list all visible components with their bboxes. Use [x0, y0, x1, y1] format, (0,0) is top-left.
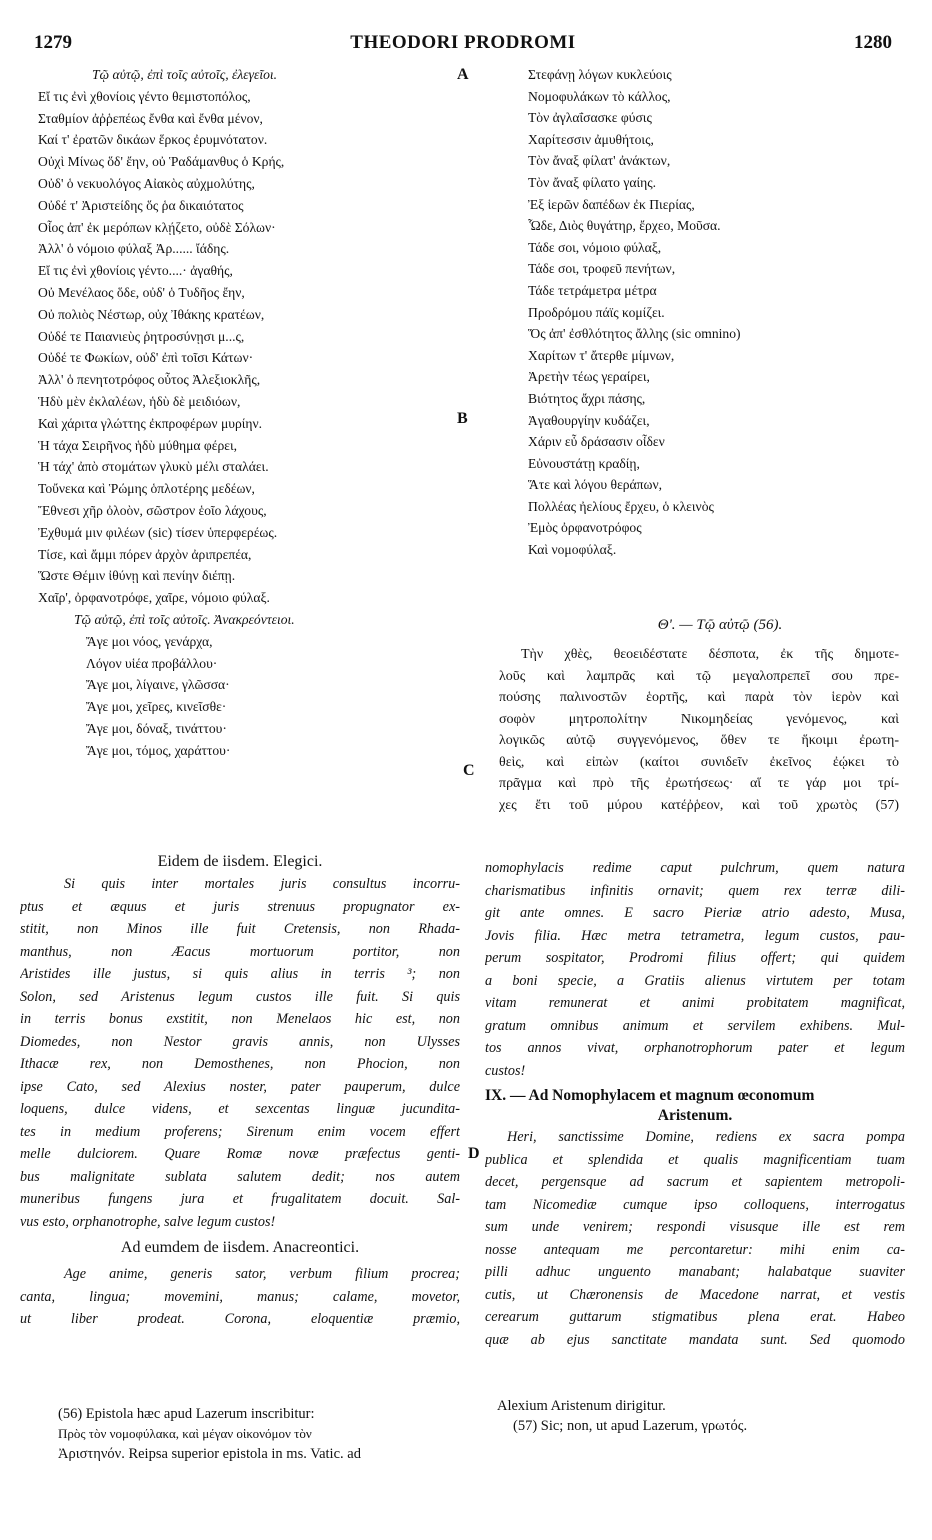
greek-verse-line: Οὐχὶ Μίνως ὅδ' ἔην, οὐ Ῥαδάμανθυς ὁ Κρής, — [38, 154, 285, 170]
greek-verse-line: Εἴ τις ἐνὶ χθονίοις γέντο....· ἀγαθής, — [38, 263, 233, 279]
greek-verse-line: Τάδε σοι, τροφεῦ πενήτων, — [528, 261, 676, 277]
greek-heading-elegiac: Τῷ αὐτῷ, ἐπὶ τοῖς αὐτοῖς, ἐλεγεῖοι. — [92, 67, 278, 82]
greek-verse-line: Ἅτε καὶ λόγου θεράπων, — [528, 477, 663, 493]
greek-verse-line: Ἡ τάχα Σειρῆνος ἡδὺ μύθημα φέρει, — [38, 437, 238, 453]
latin-line: custos! — [485, 1062, 526, 1079]
greek-prose-line: πρᾶγμα καὶ πρὸ τῆς ἐρωτήσεως· αἵ τε γάρ μοι τρί- — [499, 776, 899, 791]
greek-prose-line: λοῦς καὶ λαμπρᾶς καὶ τῷ μεγαλοπρεπεῖ σου πρε- — [499, 668, 899, 684]
greek-verse-line: Χαρίτων τ' ἄτερθε μίμνων, — [528, 347, 675, 363]
greek-verse-line: Λόγον υἱέα προβάλλου· — [86, 655, 218, 671]
latin-line: Diomedes, non Nestor gravis annis, non Ulysses — [20, 1033, 460, 1050]
greek-verse-line: Ἀλλ' ὁ νόμοιο φύλαξ Ἀρ...... ἴάδης. — [38, 241, 230, 257]
latin-line: ptus et æquus et juris strenuus propugnator ex- — [20, 898, 460, 915]
latin-title-letter-line1: IX. — Ad Nomophylacem et magnum œconomum — [485, 1087, 815, 1104]
right-latin-column — [485, 857, 905, 1351]
greek-verse-line: Ἡδὺ μὲν ἐκλαλέων, ἡδὺ δὲ μειδιόων, — [38, 393, 241, 409]
margin-marker-c: C — [463, 762, 475, 779]
footnote-line: Ἀριστηνόν. Reipsa superior epistola in ms. Vatic. ad — [58, 1446, 361, 1462]
footnotes-right — [497, 1396, 897, 1436]
latin-line: canta, lingua; movemini, manus; calame, movetor, — [20, 1288, 460, 1305]
latin-line: git ante omnes. E sacro Pieriæ atrio adesto, Musa, — [485, 905, 905, 921]
latin-line: tos annos vivat, orphanotrophorum pater et legum — [485, 1040, 905, 1056]
greek-verse-line: Καὶ νομοφύλαξ. — [528, 542, 617, 558]
latin-line: melle dulciorem. Quare Romæ novæ præfectus genti- — [20, 1146, 460, 1162]
greek-verse-line: Οὐδέ τ' Ἀριστείδης ὅς ῥα δικαιότατος — [38, 197, 244, 213]
latin-line: Age anime, generis sator, verbum filium procrea; — [64, 1266, 460, 1282]
greek-verse-line: Ἄγε μοι, λίγαινε, γλῶσσα· — [86, 677, 230, 693]
latin-line: Jovis filia. Hæc metra tetrametra, legum custos, pau- — [485, 927, 905, 944]
greek-verse-line: Χαῖρ', ὀρφανοτρόφε, χαῖρε, νόμοιο φύλαξ. — [38, 590, 270, 606]
greek-verse-line: Προδρόμου πάϊς κομίζει. — [528, 304, 665, 320]
greek-verse-line: Χαρίτεσσιν ἀμυθήτοις, — [528, 131, 654, 147]
greek-verse-line: Οὐδέ τε Παιανιεὺς ῥητροσύνῃσι μ...ς, — [38, 328, 245, 344]
latin-line: manthus, non Æacus mortuorum portitor, non — [20, 943, 460, 960]
latin-title-letter-line2: Aristenum. — [657, 1107, 733, 1124]
latin-line: tes in medium proferens; Sirenum enim vocem effert — [20, 1123, 460, 1140]
footnote-line: (57) Sic; non, ut apud Lazerum, γρωτός. — [513, 1418, 748, 1434]
latin-line: nosse antequam me percontaretur: mihi enim ca- — [485, 1241, 905, 1258]
greek-prose-line: χες ἔτι τοῦ μύρου κατέῤῥεον, καὶ τοῦ χρωτὸς (57) — [499, 797, 899, 813]
greek-verse-line: Τὸν ἄναξ φίλατ' ἀνάκτων, — [528, 153, 671, 169]
greek-verse-line: Ἄγε μοι, τόμος, χαράττου· — [86, 742, 231, 758]
running-title: THEODORI PRODROMI — [350, 32, 576, 53]
greek-verse-line: Οὐδέ τε Φωκίων, οὐδ' ἐπὶ τοῖσι Κάτων· — [38, 350, 254, 366]
latin-line: pilli adhuc unguento manabant; halabatque suaviter — [485, 1264, 905, 1280]
latin-line: loquens, dulce videns, et sexcentas linguæ jucundita- — [20, 1101, 460, 1117]
latin-line: sum unde venirem; respondi visusque ille est rem — [485, 1219, 905, 1235]
footnote-line: Πρὸς τὸν νομοφύλακα, καὶ μέγαν οἰκονόμον τὸν — [58, 1426, 312, 1441]
greek-verse-line: Ἐμὸς ὀρφανοτρόφος — [528, 520, 642, 536]
latin-line: decet, pergensque ad sacrum et sapientem metropoli- — [485, 1174, 905, 1190]
greek-verse-line: Οἷος ἀπ' ἐκ μερόπων κλῄζετο, οὐδὲ Σόλων· — [38, 219, 276, 235]
latin-line: ipse Cato, sed Alexius noster, pater pauperum, dulce — [20, 1078, 460, 1095]
footnote-line: Alexium Aristenum dirigitur. — [497, 1398, 666, 1414]
greek-verse-line: Στεφάνῃ λόγων κυκλεύοις — [528, 67, 672, 82]
greek-verse-line: Οὐδ' ὁ νεκυολόγος Αἰακὸς αὐχμολύτης, — [38, 175, 255, 191]
greek-verse-line: Ἡ τάχ' ἀπὸ στομάτων γλυκὺ μέλι σταλάει. — [38, 459, 269, 475]
latin-title-elegiac: Eidem de iisdem. Elegici. — [157, 853, 323, 870]
greek-verse-line: Ἄγε μοι νόος, γενάρχα, — [86, 633, 213, 649]
latin-line: cutis, ut Chæronensis de Macedone narrat, et vestis — [485, 1286, 905, 1303]
greek-heading-letter: Θ'. — Τῷ αὐτῷ (56). — [657, 617, 783, 633]
latin-line: in terris bonus exstitit, non Menelaos hic est, non — [20, 1011, 460, 1027]
latin-line: Si quis inter mortales juris consultus incorru- — [64, 876, 460, 892]
latin-line: quæ ab ejus sanctitate mandata sunt. Sed quomodo — [485, 1331, 905, 1348]
greek-verse-line: Βιότητος ἄχρι πάσης, — [528, 390, 646, 406]
greek-heading-anacreontic: Τῷ αὐτῷ, ἐπὶ τοῖς αὐτοῖς. Ἀνακρεόντειοι. — [74, 611, 295, 627]
greek-verse-line: Τὸν ἄναξ φίλατο γαίης. — [528, 174, 657, 190]
greek-prose-line: πούσης παλινοστῶν ἑορτῆς, καὶ παρὰ τὸν ἱερὸν καὶ — [499, 690, 899, 705]
greek-verse-line: Τοὔνεκα καὶ Ῥώμης ὁπλοτέρης μεδέων, — [38, 481, 255, 497]
greek-verse-line: Ἀρετὴν τέως γεραίρει, — [528, 369, 650, 385]
margin-marker-b: B — [457, 410, 468, 427]
greek-prose-line: Τὴν χθὲς, θεοειδέστατε δέσποτα, ἐκ τῆς δημοτε- — [521, 647, 899, 662]
greek-verse-line: Ἔθνεσι χῆρ ὀλοὸν, σῶστρον ἑοῖο λάχους, — [38, 502, 267, 518]
greek-verse-line: Τὸν ἀγλαΐσασκε φύσις — [528, 110, 652, 126]
greek-verse-line: Οὐ Μενέλαος ὅδε, οὐδ' ὁ Τυδῆος ἔην, — [38, 284, 245, 300]
running-header — [34, 32, 892, 58]
greek-verse-line: Σταθμίον ἀῤῥεπέως ἔνθα καὶ ἔνθα μένον, — [38, 110, 263, 126]
latin-line: ut liber prodeat. Corona, eloquentiæ præmio, — [20, 1311, 460, 1327]
latin-line: nomophylacis redime caput pulchrum, quem natura — [485, 860, 905, 876]
greek-verse-line: Ὧδε, Διὸς θυγάτηρ, ἔρχεο, Μοῦσα. — [528, 218, 721, 234]
greek-prose-line: σοφὸν μητροπολίτην Νικομηδείας γενόμενος, καὶ — [499, 711, 899, 727]
page-number-left: 1279 — [34, 32, 72, 53]
latin-line: Ithacæ rex, non Demosthenes, non Phocion, non — [20, 1056, 460, 1072]
latin-line: cerearum guttarum stigmatibus plena erat. Habeo — [485, 1309, 905, 1325]
greek-verse-line: Καὶ χάριτα γλώττης ἐκπροφέρων μυρίην. — [38, 415, 263, 431]
greek-letter-paragraph — [499, 644, 899, 816]
greek-verse-line: Πολλέας ἠελίους ἔρχευ, ὁ κλεινὸς — [528, 498, 714, 514]
greek-verse-line: Τίσε, καὶ ἄμμι πόρεν ἀρχὸν ἀριπρεπέα, — [38, 546, 252, 562]
greek-verse-line: Καί τ' ἐρατῶν δικάων ἕρκος ἐρυμνότατον. — [38, 132, 268, 148]
latin-line: perum sospitator, Prodromi filius offert; qui quidem — [485, 950, 905, 966]
latin-line: Aristides ille justus, si quis alius in terris ³; non — [20, 966, 460, 982]
page-number-right: 1280 — [854, 32, 892, 53]
greek-verse-line: Εἴ τις ἐνὶ χθονίοις γέντο θεμιστοπόλος, — [38, 88, 251, 104]
greek-verse-line: Χάριν εὖ δράσασιν οἶδεν — [528, 434, 665, 450]
latin-line: publica et splendida et qualis magnificentiam tuam — [485, 1151, 905, 1168]
greek-verse-line: Ἀγαθουργίην κυδάζει, — [528, 412, 650, 428]
greek-prose-line: θεὶς, καὶ εἰπὼν (καίτοι συνιδεῖν ἐκεῖνος ἐῴκει τὸ — [499, 754, 899, 770]
margin-marker-d: D — [468, 1145, 480, 1162]
greek-prose-line: λογικῶς αὐτῷ συγγενόμενος, ὅθεν τε ἥκοιμι ἐρωτη- — [499, 733, 899, 748]
latin-line: Heri, sanctissime Domine, rediens ex sacra pompa — [507, 1129, 905, 1145]
greek-verse-line: Ἐχθυμά μιν φιλέων (sic) τίσεν ὑπερφερέως. — [38, 524, 278, 540]
latin-line: tam Nicomediæ cumque ipso colloquens, interrogatus — [485, 1196, 905, 1213]
margin-marker-a: A — [457, 66, 469, 83]
left-greek-column — [38, 64, 448, 762]
greek-verse-line: Ὅς ἀπ' ἐσθλότητος ἄλλης (sic omnino) — [528, 326, 741, 342]
latin-line: Solon, sed Aristenus legum custos ille fuit. Si quis — [20, 988, 460, 1005]
greek-verse-line: Ὥστε Θέμιν ἰθύνῃ καὶ πενίην διέπῃ. — [38, 568, 236, 584]
latin-line: gratum omnibus animum et servilem exhibens. Mul- — [485, 1017, 905, 1034]
greek-verse-line: Εὐνουστάτῃ κραδίῃ, — [528, 455, 640, 471]
latin-line: bus malignitate sublata salutem dedit; nos autem — [20, 1168, 460, 1185]
left-latin-column — [20, 851, 460, 1331]
greek-verse-line: Οὐ πολιὸς Νέστωρ, οὐχ Ἰθάκης κρατέων, — [38, 306, 265, 322]
footnote-line: (56) Epistola hæc apud Lazerum inscribitur: — [58, 1406, 315, 1422]
latin-line: muneribus fungens jura et frugalitatem docuit. Sal- — [20, 1191, 460, 1207]
latin-line: vitam remunerat et animi probitatem magnificat, — [485, 995, 905, 1011]
greek-verse-line: Νομοφυλάκων τὸ κάλλος, — [528, 88, 671, 104]
latin-line: a boni specie, a Gratiis alienus virtutem per totam — [485, 972, 905, 989]
latin-line: charismatibus infinitis ornavit; quem rex terræ dili- — [485, 882, 905, 899]
greek-verse-line: Τάδε σοι, νόμοιο φύλαξ, — [528, 239, 662, 255]
footnotes-left — [58, 1404, 468, 1464]
latin-line: stitit, non Minos ille fuit Cretensis, non Rhada- — [20, 921, 460, 937]
greek-verse-line: Ἄγε μοι, δόναξ, τινάττου· — [86, 720, 227, 736]
right-greek-column — [528, 64, 900, 561]
greek-verse-line: Τάδε τετράμετρα μέτρα — [528, 282, 657, 298]
greek-verse-line: Ἀλλ' ὁ πενητοτρόφος οὗτος Ἀλεξιοκλῆς, — [38, 372, 261, 388]
latin-title-anacreontic: Ad eumdem de iisdem. Anacreontici. — [120, 1239, 360, 1256]
latin-line: vus esto, orphanotrophe, salve legum custos! — [20, 1213, 276, 1230]
greek-verse-line: Ἐξ ἱερῶν δαπέδων ἐκ Πιερίας, — [528, 196, 695, 212]
greek-verse-line: Ἄγε μοι, χεῖρες, κινεῖσθε· — [86, 699, 227, 715]
